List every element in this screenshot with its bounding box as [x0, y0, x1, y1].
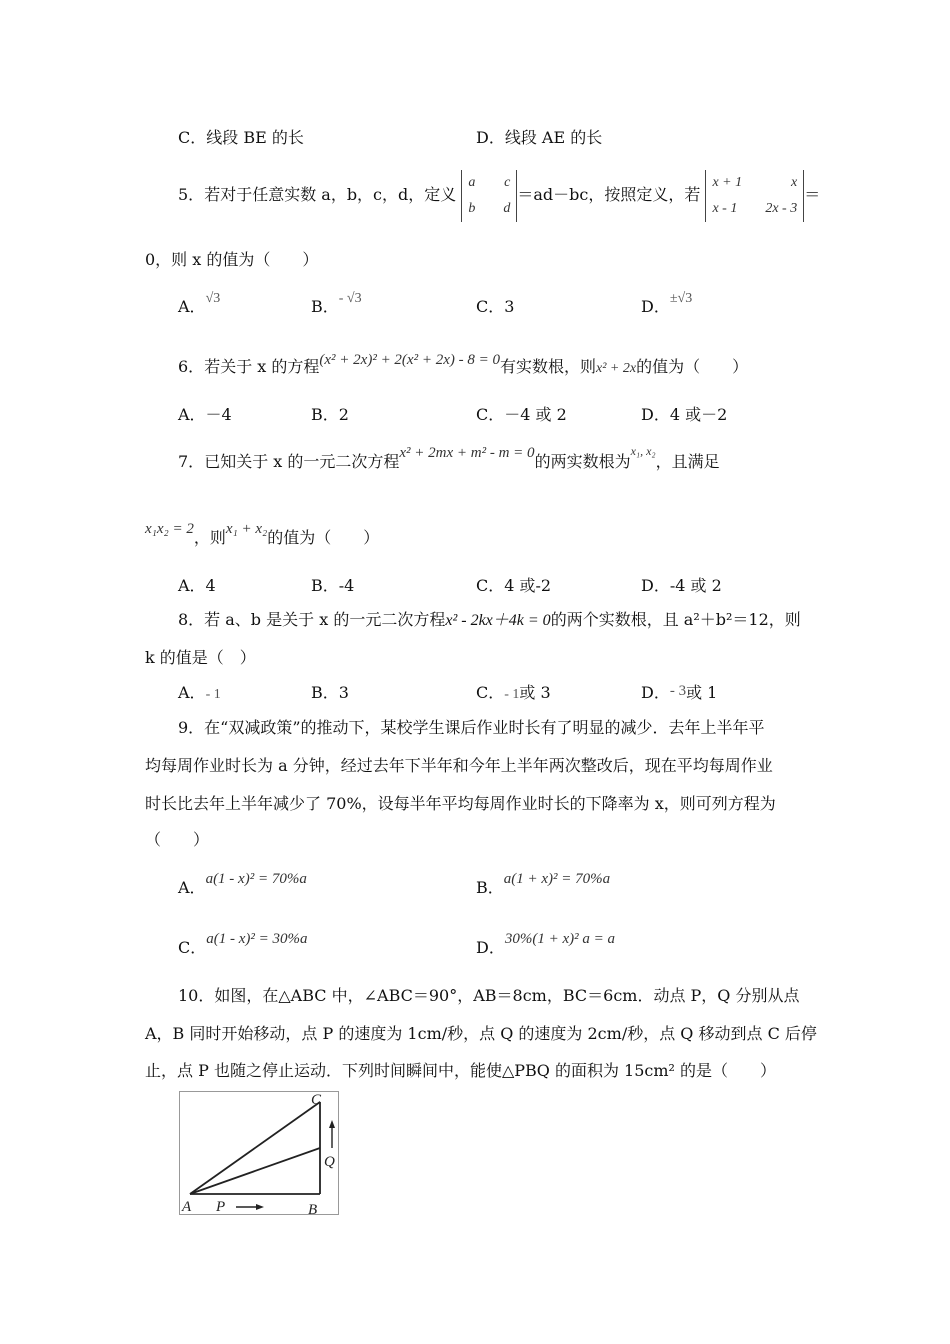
- option-value: - 1: [504, 687, 520, 702]
- q6-line: [178, 352, 749, 379]
- q9-option-a: [178, 871, 307, 899]
- q9-option-d: [476, 931, 615, 959]
- segment-aq: [190, 1148, 320, 1194]
- q6-option-c: C．－4 或 2: [476, 405, 567, 424]
- q9-line1: 9．在“双减政策”的推动下，某校学生课后作业时长有了明显的减少．去年上半年平: [178, 718, 765, 737]
- q7-text2: 的两实数根为: [534, 452, 631, 471]
- q10-line1: 10．如图，在△ABC 中，∠ABC＝90°，AB＝8cm，BC＝6cm．动点 P，Q 分别从点: [178, 986, 800, 1005]
- q5-number: 5．: [178, 185, 205, 204]
- option-value: ±√3: [669, 291, 693, 306]
- q9-option-c: [178, 931, 308, 959]
- arrowhead-up-icon: [329, 1120, 335, 1128]
- label-c: C: [311, 1092, 322, 1108]
- det1-d: d: [503, 200, 511, 216]
- q7-line2: [145, 521, 380, 549]
- q4-option-d: D．线段 AE 的长: [476, 128, 603, 147]
- det1-a: a: [468, 174, 476, 190]
- q8-line2: k 的值是（ ）: [145, 648, 256, 667]
- q5-option-b: [311, 291, 362, 319]
- option-label: D．: [476, 938, 505, 957]
- q4-option-c: C．线段 BE 的长: [178, 128, 304, 147]
- q7-option-a: A．4: [178, 576, 216, 595]
- option-formula: a(1 - x)² = 70%a: [205, 871, 307, 887]
- det2-r1c2: x: [791, 174, 798, 190]
- q5-determinant-definition: [461, 170, 517, 222]
- q5-line1: [178, 163, 820, 227]
- q7-condition: x₁x₂ = 2: [145, 521, 194, 537]
- det2-r2c2: 2x - 3: [765, 200, 798, 216]
- q7-expression: x₁ + x₂: [225, 521, 268, 537]
- triangle-diagram: [180, 1092, 338, 1214]
- q8-option-c: [476, 683, 551, 705]
- q8-option-a: [178, 683, 221, 705]
- q5-option-a: [178, 291, 221, 319]
- q8-text-b: 的两个实数根，且 a²＋b²＝12，则: [550, 610, 801, 629]
- label-p: P: [216, 1199, 226, 1214]
- segment-ac: [190, 1102, 320, 1194]
- det2-r2c1: x - 1: [712, 200, 738, 216]
- option-label: A．: [178, 878, 206, 897]
- option-tail: 或 1: [686, 683, 718, 702]
- option-value: - 3: [669, 683, 687, 699]
- option-formula: 30%(1 + x)² a = a: [504, 931, 615, 947]
- q9-option-b: [476, 871, 611, 899]
- q5-text-end: ＝: [804, 185, 821, 204]
- option-label: A．: [178, 683, 206, 702]
- option-label: C．: [476, 683, 505, 702]
- option-value: - √3: [338, 291, 362, 306]
- q8-line1: [178, 610, 801, 631]
- q6-option-b: B．2: [311, 405, 349, 424]
- q8-text-a: 8．若 a、b 是关于 x 的一元二次方程: [178, 610, 446, 629]
- q8-option-d: [641, 683, 717, 704]
- q5-text-before: 若对于任意实数 a，b，c，d，定义: [204, 185, 457, 204]
- q5-option-d: [641, 291, 693, 319]
- q8-option-b: B．3: [311, 683, 349, 702]
- q5-option-c: C．3: [476, 297, 515, 316]
- q6-text2: 有实数根，则: [499, 357, 596, 376]
- option-label: B．: [476, 878, 504, 897]
- q5-determinant-equation: [705, 170, 804, 222]
- q7-line1: [178, 444, 720, 473]
- q9-line4: （ ）: [145, 830, 210, 849]
- q9-line3: 时长比去年上半年减少了 70%，设每半年平均每周作业时长的下降率为 x，则可列方程为: [145, 794, 776, 813]
- option-value: √3: [205, 291, 221, 306]
- q6-equation: (x² + 2x)² + 2(x² + 2x) - 8 = 0: [319, 352, 500, 368]
- q10-line3: 止，点 P 也随之停止运动．下列时间瞬间中，能使△PBQ 的面积为 15cm² 的是（ ）: [145, 1061, 777, 1080]
- q8-equation: x² - 2kx＋4k = 0: [445, 612, 551, 629]
- q7-equation: x² + 2mx + m² - m = 0: [399, 445, 535, 461]
- q7-option-d: D．-4 或 2: [641, 576, 722, 595]
- q7-text4: ，则: [193, 528, 226, 547]
- q6-text1: 若关于 x 的方程: [204, 357, 320, 376]
- det1-c: c: [504, 174, 511, 190]
- label-b: B: [308, 1202, 318, 1214]
- q6-number: 6．: [178, 357, 205, 376]
- option-label: D．: [641, 683, 670, 702]
- q10-line2: A，B 同时开始移动，点 P 的速度为 1cm/秒，点 Q 的速度为 2cm/秒，点 Q 移动到点 C 后停: [145, 1024, 817, 1043]
- option-label: C．: [178, 938, 207, 957]
- q6-text3: 的值为（ ）: [636, 357, 749, 376]
- q7-text1: 已知关于 x 的一元二次方程: [204, 452, 400, 471]
- q7-text5: 的值为（ ）: [267, 528, 380, 547]
- q9-line2: 均每周作业时长为 a 分钟，经过去年下半年和今年上半年两次整改后，现在平均每周作业: [145, 756, 773, 775]
- q7-text3: ，且满足: [655, 452, 720, 471]
- option-label: D．: [641, 297, 670, 316]
- q7-roots: x₁, x₂: [630, 444, 656, 458]
- q5-line2: 0，则 x 的值为（ ）: [145, 250, 319, 269]
- q6-expression: x² + 2x: [596, 361, 637, 376]
- q5-text-mid: ＝ad－bc，按照定义，若: [517, 185, 701, 204]
- det2-r1c1: x + 1: [712, 174, 743, 190]
- q7-number: 7．: [178, 452, 205, 471]
- q7-option-c: C．4 或-2: [476, 576, 552, 595]
- option-formula: a(1 - x)² = 30%a: [206, 931, 308, 947]
- q6-option-d: D．4 或－2: [641, 405, 728, 424]
- q6-option-a: A．－4: [178, 405, 232, 424]
- option-tail: 或 3: [519, 683, 551, 702]
- option-value: - 1: [205, 687, 221, 702]
- q10-figure: [179, 1091, 339, 1215]
- arrowhead-right-icon: [256, 1204, 264, 1210]
- label-a: A: [182, 1199, 192, 1214]
- option-label: B．: [311, 297, 339, 316]
- label-q: Q: [324, 1154, 335, 1170]
- q7-option-b: B．-4: [311, 576, 355, 595]
- option-formula: a(1 + x)² = 70%a: [503, 871, 611, 887]
- det1-b: b: [468, 200, 476, 216]
- option-label: A．: [178, 297, 206, 316]
